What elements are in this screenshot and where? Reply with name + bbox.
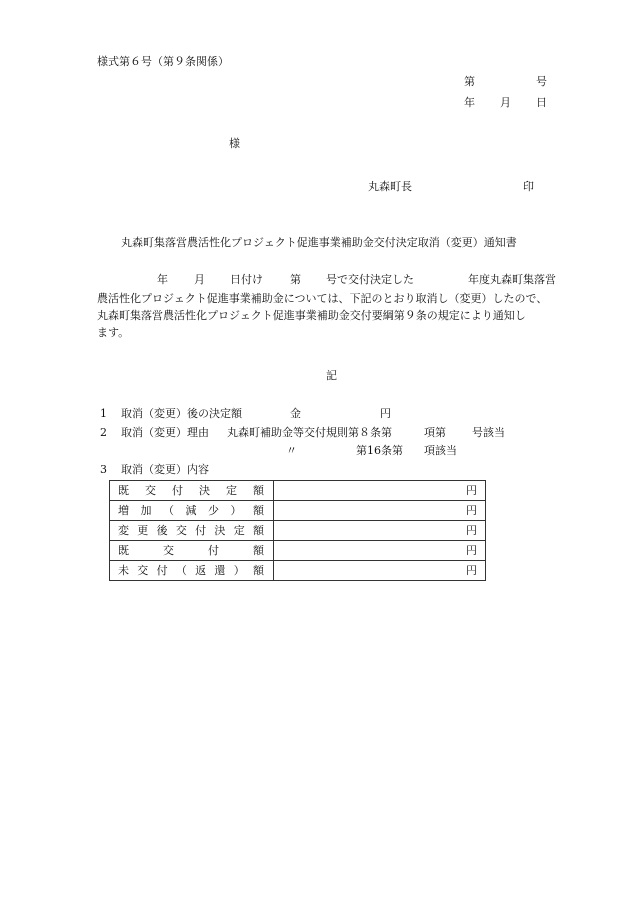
body-fiscal-year: 年度丸森町集落営 (468, 273, 556, 286)
body-no-suffix: 号で交付決定した (326, 273, 414, 286)
item2-number: 2 (100, 426, 107, 439)
table-row (110, 501, 486, 521)
item2-kou: 項第 (424, 426, 446, 439)
seal-mark: 印 (523, 180, 534, 193)
date-year: 年 (464, 96, 475, 109)
yen-unit: 円 (466, 544, 477, 557)
sender-title: 丸森町長 (368, 180, 412, 193)
item1-yen: 円 (380, 407, 391, 420)
body-year: 年 (157, 273, 168, 286)
amount-cell (274, 481, 486, 501)
form-number: 様式第６号（第９条関係） (97, 55, 229, 68)
item3-number: 3 (100, 463, 107, 476)
row-label-cell (110, 481, 274, 501)
yen-unit: 円 (466, 504, 477, 517)
amount-cell (274, 501, 486, 521)
item1-kin: 金 (290, 407, 301, 420)
row-label-cell (110, 561, 274, 581)
addressee-suffix: 様 (229, 137, 240, 150)
item2-rule: 丸森町補助金等交付規則第８条第 (227, 426, 392, 439)
yen-unit: 円 (466, 564, 477, 577)
yen-unit: 円 (466, 484, 477, 497)
item2-art16: 第16条第 (356, 444, 403, 457)
item2-kou2: 項該当 (424, 444, 457, 457)
body-line-2: 農活性化プロジェクト促進事業補助金については、下記のとおり取消し（変更）したので、 (97, 292, 548, 305)
item2-label: 取消（変更）理由 (121, 426, 209, 439)
amounts-table (109, 480, 486, 581)
amount-cell (274, 561, 486, 581)
date-day: 日 (536, 96, 547, 109)
item2-gou: 号該当 (472, 426, 505, 439)
item3-label: 取消（変更）内容 (121, 463, 209, 476)
body-paragraph (97, 290, 567, 341)
row-label-cell (110, 541, 274, 561)
table-row (110, 561, 486, 581)
document-title: 丸森町集落営農活性化プロジェクト促進事業補助金交付決定取消（変更）通知書 (121, 236, 517, 249)
row-label: 変更後交付決定額 (118, 524, 264, 537)
item1-number: 1 (100, 407, 107, 420)
amount-cell (274, 541, 486, 561)
doc-number-suffix: 号 (536, 75, 547, 88)
table-row (110, 481, 486, 501)
item2-ditto: 〃 (286, 444, 297, 457)
item1-label: 取消（変更）後の決定額 (121, 407, 242, 420)
row-label: 既交付決定額 (118, 484, 264, 497)
body-line-3: 丸森町集落営農活性化プロジェクト促進事業補助金交付要綱第９条の規定により通知し (97, 309, 526, 322)
amount-cell (274, 521, 486, 541)
table-row (110, 521, 486, 541)
body-no-prefix: 第 (290, 273, 301, 286)
body-month: 月 (194, 273, 205, 286)
doc-number-prefix: 第 (464, 75, 475, 88)
row-label-cell (110, 501, 274, 521)
row-label: 増加（減少）額 (118, 504, 264, 517)
body-date-suffix: 日付け (230, 273, 263, 286)
date-month: 月 (500, 96, 511, 109)
table-row (110, 541, 486, 561)
row-label-cell (110, 521, 274, 541)
yen-unit: 円 (466, 524, 477, 537)
body-line-4: ます。 (97, 326, 130, 339)
row-label: 未交付（返還）額 (118, 564, 264, 577)
ki-heading: 記 (326, 369, 337, 382)
row-label: 既交付額 (118, 544, 264, 557)
